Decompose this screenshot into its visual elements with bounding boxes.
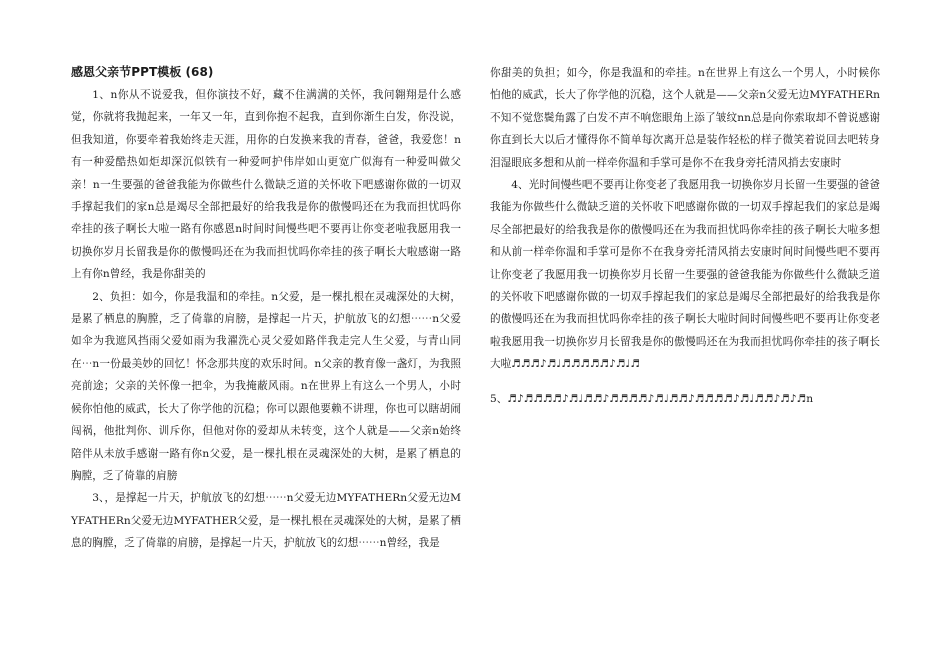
paragraph-3: 3、，是撑起一片天，护航放飞的幻想⋯⋯n父爱无边MYFATHERn父爱无边MYFATHERn父爱无边MYFATHER父爱，是一棵扎根在灵魂深处的大树，是累了栖息的胸膛，乏了倚靠的肩膀，是撑起一片天，护航放飞的幻想⋯⋯n曾经，我是 [71,492,461,550]
paragraph-2: 2、负担：如今，你是我温和的牵挂。n父爱，是一棵扎根在灵魂深处的大树，是累了栖息的胸膛，乏了倚靠的肩膀，是撑起一片天，护航放飞的幻想⋯⋯n父爱如伞为我遮风挡雨父爱如雨为我濯洗心灵父爱如路伴我走完人生父爱，与青山同在⋯n一份最美妙的回忆！怀念那共度的欢乐时间。n父亲的教育像一盏灯，为我照亮前途；父亲的关怀像一把伞，为我掩蔽风雨。n在世界上有这么一个男人，小时候你怕他的威武，长大了你学他的沉稳；你可以跟他要赖不讲理，你也可以瞎胡闹闯祸，他批判你、训斥你，但他对你的爱却从未转变，这个人就是——父亲n始终陪伴从未放手感谢一路有你n父爱，是一棵扎根在灵魂深处的大树，是累了栖息的胸膛，乏了倚靠的肩膀 [71,290,461,482]
left-column [71,60,461,555]
paragraph-5: 5、♬♪♬♬♬♬♪♬♩♬♬♪♬♬♬♬♪♬♩♬♬♪♬♬♬♬♪♬♩♬♬♪♬♪♬n [490,392,814,405]
paragraph-3-continued: 你甜美的负担；如今，你是我温和的牵挂。n在世界上有这么一个男人，小时候你怕他的威武，长大了你学他的沉稳，这个人就是——父亲n父爱无边MYFATHERn不知不觉您鬓角露了白发不声不响您眼角上添了皱纹nn总是向你索取却不曾说感谢你直到长大以后才懂得你不简单每次离开总是装作轻松的样子微笑着说回去吧转身泪湿眼底多想和从前一样牵你温和手掌可是你不在我身旁托清风捎去安康时 [490,67,880,169]
right-column [490,62,880,410]
paragraph-4: 4、光时间慢些吧不要再让你变老了我愿用我一切换你岁月长留一生要强的爸爸我能为你做些什么微缺乏道的关怀收下吧感谢你做的一切双手撑起我们的家总是竭尽全部把最好的给我我是你的傲慢吗还在为我而担忧吗你牵挂的孩子啊长大啦多想和从前一样牵你温和手掌可是你不在我身旁托清风捎去安康时间时间慢些吧不要再让你变老了我愿用我一切换你岁月长留一生要强的爸爸我能为你做些什么微缺乏道的关怀收下吧感谢你做的一切双手撑起我们的家总是竭尽全部把最好的给我我是你的傲慢吗还在为我而担忧吗你牵挂的孩子啊长大啦时间时间慢些吧不要再让你变老啦我愿用我一切换你岁月长留我是你的傲慢吗还在为我而担忧吗你牵挂的孩子啊长大啦♬♬♬♪♬♩♬♬♬♬♬♪♬♩♬ [490,179,880,371]
document-title: 感恩父亲节PPT模板 (68) [71,65,214,79]
paragraph-gap [490,376,880,388]
paragraph-1: 1、n你从不说爱我，但你演技不好，藏不住满满的关怀，我问翱翔是什么感觉，你就将我抛起来，一年又一年，直到你抱不起我，直到你渐生白发，你没说，但我知道，你要牵着我始终走天涯，用你的白发换来我的青春，爸爸，我爱您！n有一种爱酷热如炬却深沉似铁有一种爱呵护伟岸如山更宽广似海有一种爱叫做父亲！n一生要强的爸爸我能为你做些什么微缺乏道的关怀收下吧感谢你做的一切双手撑起我们的家n总是竭尽全部把最好的给我我是你的傲慢吗还在为我而担忧吗你牵挂的孩子啊长大啦一路有你感恩n时间时间慢些吧不要再让你变老啦我愿用我一切换你岁月长留我是你的傲慢吗还在为我而担忧吗你牵挂的孩子啊长大啦感谢一路上有你n曾经，我是你甜美的 [71,89,461,281]
